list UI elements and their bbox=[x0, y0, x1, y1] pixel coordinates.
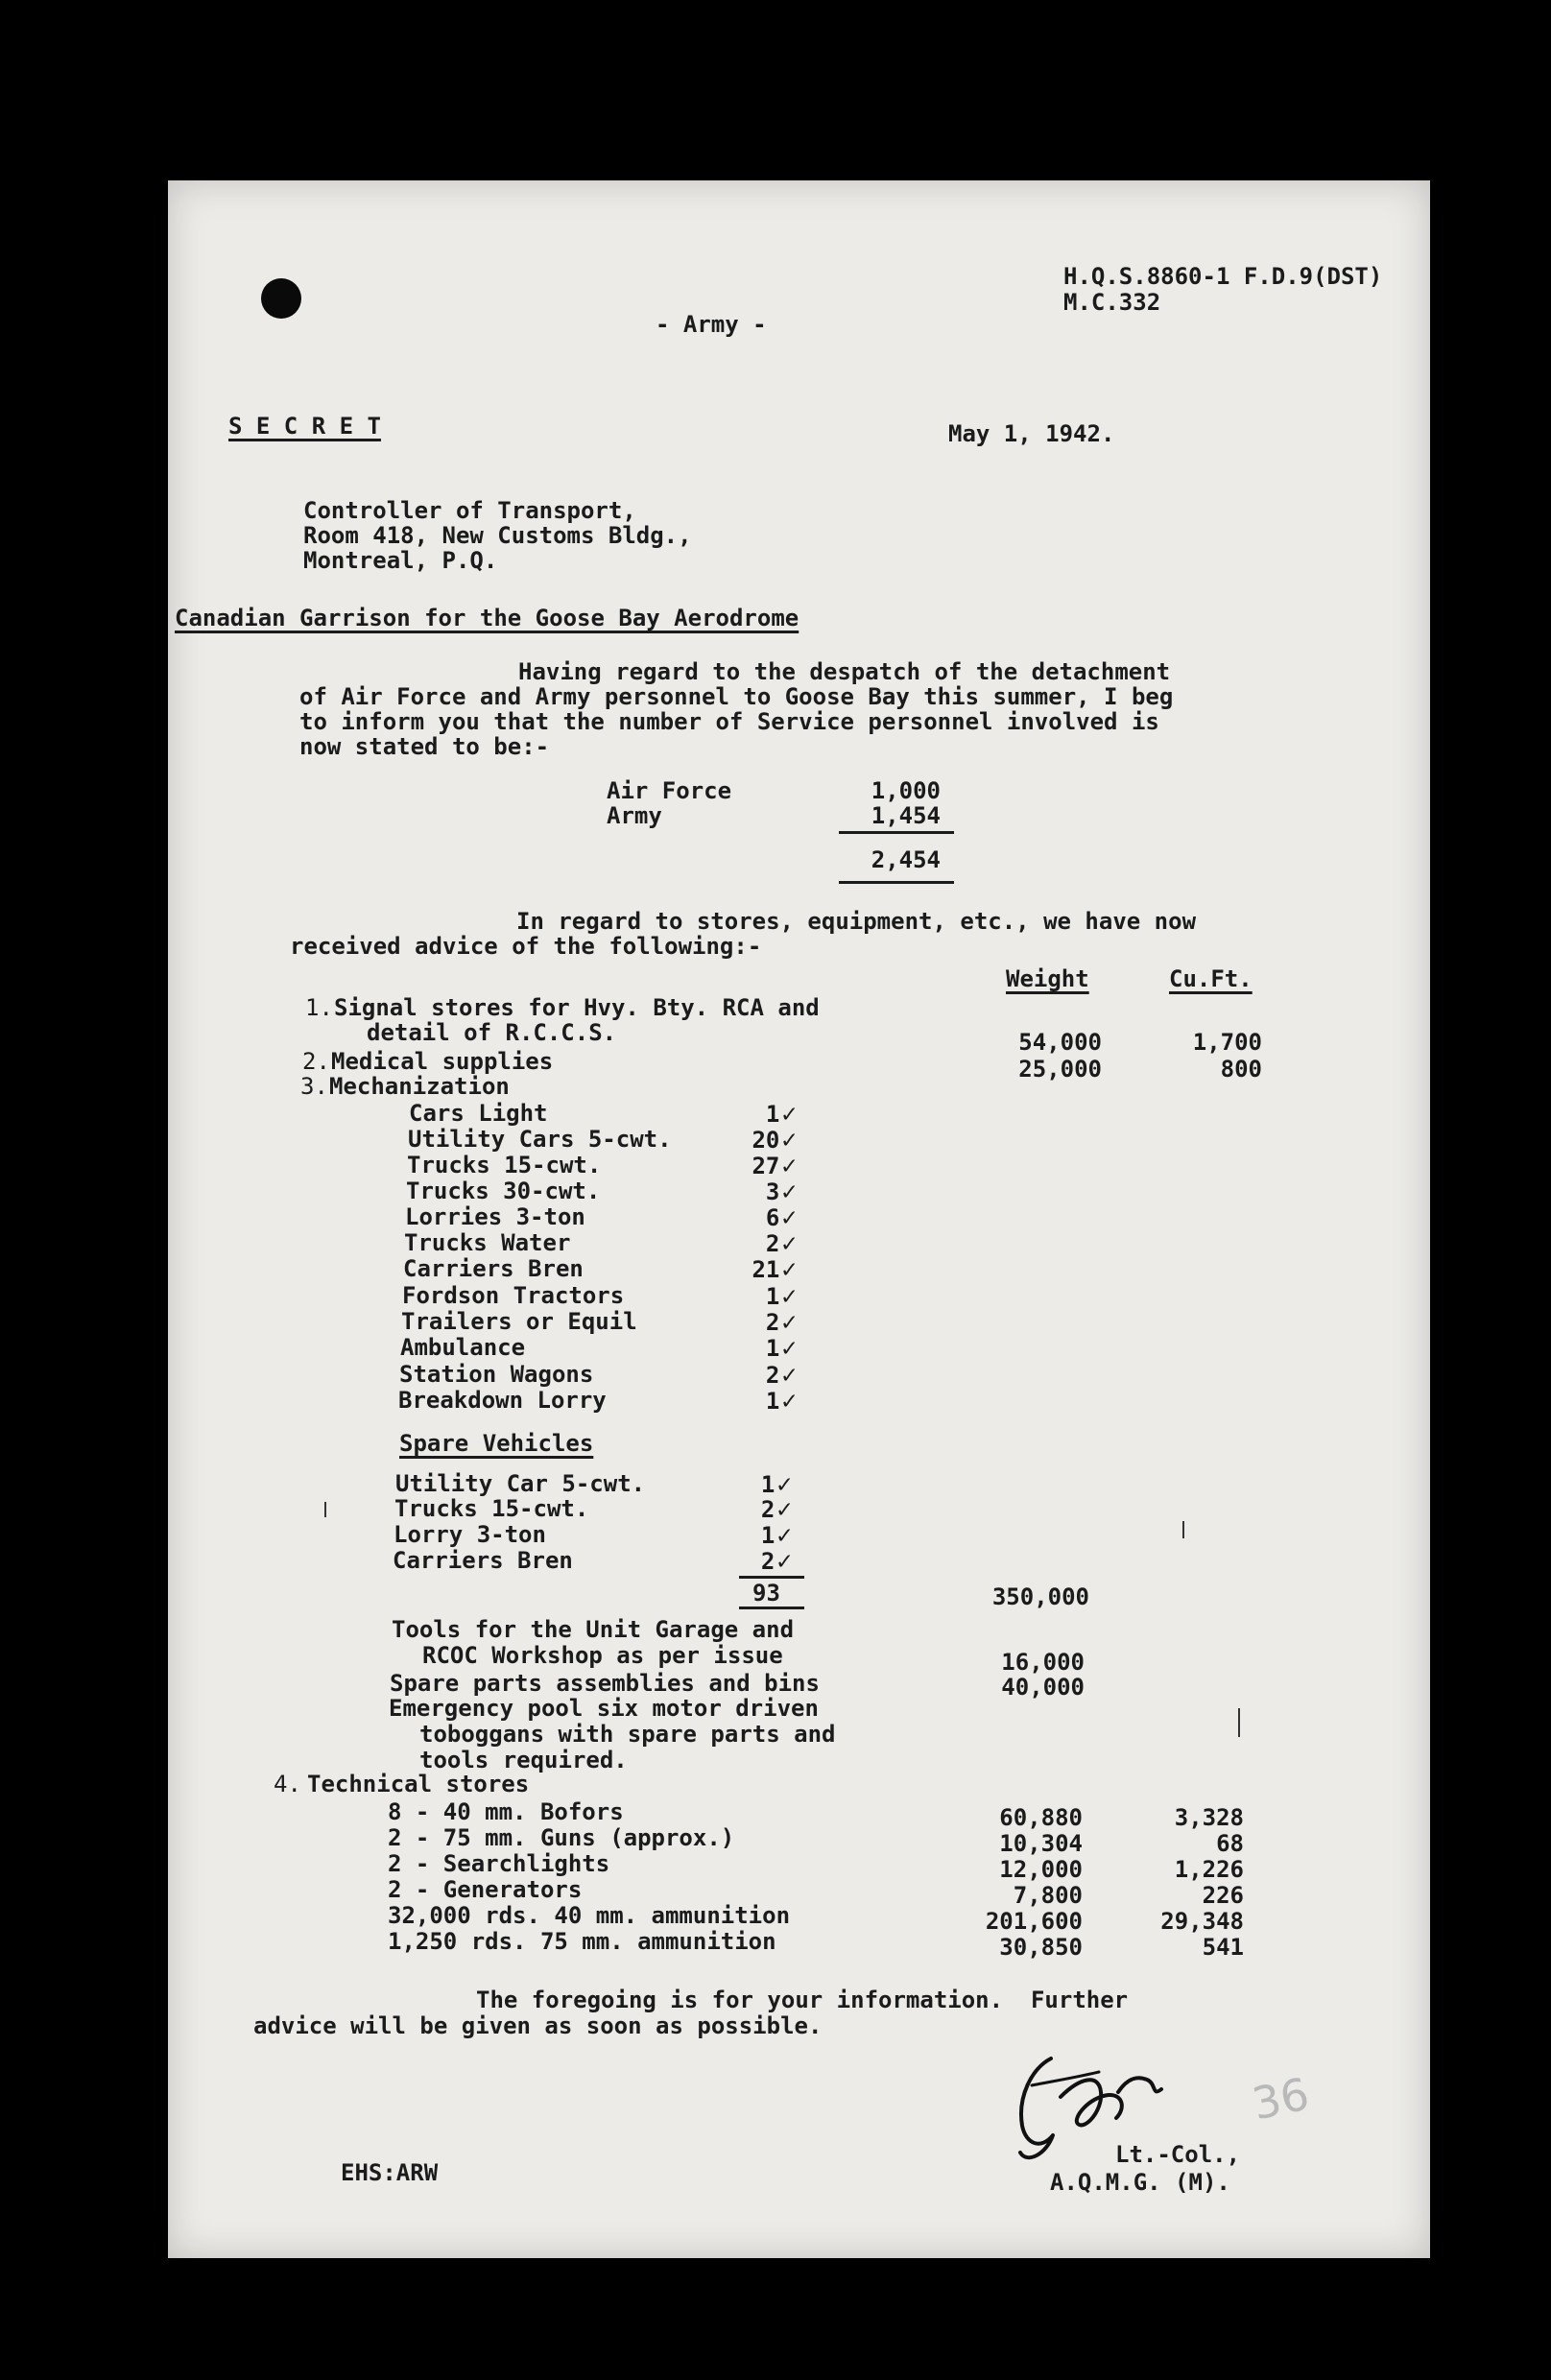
checkmark-icon: ✓ bbox=[781, 1361, 797, 1390]
vehicle-name: Breakdown Lorry bbox=[398, 1387, 607, 1414]
vehicle-qty: 1✓ bbox=[765, 1334, 797, 1363]
item-number: 4. bbox=[274, 1771, 301, 1797]
vehicle-qty: 2✓ bbox=[765, 1361, 797, 1390]
cuft-value: 1,226 bbox=[1174, 1856, 1244, 1883]
item-label: Mechanization bbox=[329, 1073, 510, 1100]
checkmark-icon: ✓ bbox=[776, 1547, 792, 1576]
item-label: Tools for the Unit Garage and bbox=[392, 1616, 795, 1643]
intro-text: now stated to be:- bbox=[299, 733, 550, 760]
vehicle-name: Utility Car 5-cwt. bbox=[395, 1470, 646, 1497]
weight-value: 60,880 bbox=[999, 1804, 1083, 1831]
vehicle-qty: 3✓ bbox=[765, 1178, 797, 1206]
file-reference-2: M.C.332 bbox=[1063, 289, 1161, 316]
stray-mark bbox=[1238, 1708, 1240, 1737]
cuft-value: 29,348 bbox=[1160, 1908, 1244, 1935]
vehicle-qty: 2✓ bbox=[760, 1495, 792, 1524]
item-label: Medical supplies bbox=[331, 1048, 554, 1075]
cuft-value: 226 bbox=[1202, 1882, 1244, 1909]
technical-item: 1,250 rds. 75 mm. ammunition bbox=[388, 1928, 776, 1955]
item-label: Emergency pool six motor driven bbox=[389, 1695, 819, 1722]
vehicle-qty: 2✓ bbox=[765, 1229, 797, 1258]
personnel-label: Army bbox=[607, 802, 662, 829]
intro-text: to inform you that the number of Service personnel involved is bbox=[299, 708, 1159, 735]
stores-intro: received advice of the following:- bbox=[290, 933, 762, 960]
item-number: 1. bbox=[305, 994, 333, 1021]
checkmark-icon: ✓ bbox=[781, 1178, 797, 1206]
file-reference: H.Q.S.8860-1 F.D.9(DST) bbox=[1063, 263, 1383, 290]
intro-text: of Air Force and Army personnel to Goose Bay this summer, I beg bbox=[299, 683, 1174, 710]
item-label: tools required. bbox=[419, 1747, 628, 1773]
column-header-weight: Weight bbox=[1006, 965, 1089, 992]
checkmark-icon: ✓ bbox=[781, 1152, 797, 1180]
vehicles-total: 93 bbox=[752, 1580, 780, 1606]
vehicle-name: Lorry 3-ton bbox=[394, 1521, 546, 1548]
technical-item: 8 - 40 mm. Bofors bbox=[388, 1798, 624, 1825]
section-heading: Technical stores bbox=[307, 1771, 530, 1797]
closing-text: The foregoing is for your information. Further bbox=[476, 1987, 1129, 2013]
technical-item: 2 - Searchlights bbox=[388, 1850, 610, 1877]
vehicle-name: Cars Light bbox=[409, 1100, 548, 1127]
signatory-office: A.Q.M.G. (M). bbox=[1050, 2169, 1230, 2196]
cuft-value: 541 bbox=[1202, 1934, 1244, 1961]
checkmark-icon: ✓ bbox=[781, 1334, 797, 1363]
checkmark-icon: ✓ bbox=[781, 1126, 797, 1154]
intro-text: Having regard to the despatch of the detachment bbox=[518, 658, 1171, 685]
vehicle-name: Ambulance bbox=[400, 1334, 526, 1361]
stores-intro: In regard to stores, equipment, etc., we have now bbox=[516, 908, 1197, 935]
weight-value: 25,000 bbox=[1018, 1056, 1102, 1083]
vehicle-qty: 1✓ bbox=[765, 1387, 797, 1416]
punch-hole bbox=[261, 278, 301, 319]
vehicle-qty: 1✓ bbox=[765, 1282, 797, 1311]
vehicle-qty: 27✓ bbox=[752, 1152, 797, 1180]
item-label: RCOC Workshop as per issue bbox=[422, 1642, 783, 1669]
technical-item: 2 - 75 mm. Guns (approx.) bbox=[388, 1824, 735, 1851]
technical-item: 2 - Generators bbox=[388, 1876, 583, 1903]
reference-initials: EHS:ARW bbox=[341, 2159, 439, 2186]
checkmark-icon: ✓ bbox=[781, 1308, 797, 1337]
branch-label: - Army - bbox=[656, 311, 767, 338]
vehicle-name: Station Wagons bbox=[399, 1361, 594, 1388]
item-label: Spare parts assemblies and bins bbox=[390, 1670, 820, 1697]
personnel-value: 1,454 bbox=[871, 802, 941, 829]
cuft-value: 68 bbox=[1216, 1830, 1244, 1857]
vehicle-qty: 1✓ bbox=[765, 1100, 797, 1129]
checkmark-icon: ✓ bbox=[776, 1521, 792, 1550]
cuft-value: 800 bbox=[1220, 1056, 1262, 1083]
cuft-value: 3,328 bbox=[1174, 1804, 1244, 1831]
item-number: 3. bbox=[300, 1073, 328, 1100]
sum-rule bbox=[739, 1606, 804, 1609]
item-label: Signal stores for Hvy. Bty. RCA and bbox=[334, 994, 820, 1021]
weight-value: 16,000 bbox=[1001, 1649, 1085, 1676]
vehicle-name: Fordson Tractors bbox=[402, 1282, 625, 1309]
column-header-cuft: Cu.Ft. bbox=[1169, 965, 1253, 992]
vehicle-qty: 6✓ bbox=[765, 1203, 797, 1232]
cuft-value: 1,700 bbox=[1192, 1029, 1262, 1056]
spare-vehicles-heading: Spare Vehicles bbox=[399, 1430, 594, 1457]
subject-line: Canadian Garrison for the Goose Bay Aerodrome bbox=[175, 605, 799, 631]
weight-value: 30,850 bbox=[999, 1934, 1083, 1961]
personnel-total: 2,454 bbox=[871, 846, 941, 873]
checkmark-icon: ✓ bbox=[781, 1203, 797, 1232]
page-number-mark: 36 bbox=[1248, 2067, 1314, 2130]
weight-value: 40,000 bbox=[1001, 1674, 1085, 1701]
stray-mark bbox=[1182, 1521, 1184, 1538]
vehicle-qty: 21✓ bbox=[752, 1255, 797, 1284]
vehicle-name: Lorries 3-ton bbox=[405, 1203, 585, 1230]
vehicle-name: Trucks Water bbox=[404, 1229, 571, 1256]
checkmark-icon: ✓ bbox=[781, 1100, 797, 1129]
sum-rule bbox=[739, 1576, 804, 1579]
weight-value: 201,600 bbox=[985, 1908, 1083, 1935]
signatory-rank: Lt.-Col., bbox=[1115, 2141, 1241, 2168]
vehicle-name: Trailers or Equil bbox=[401, 1308, 637, 1335]
checkmark-icon: ✓ bbox=[781, 1282, 797, 1311]
vehicle-qty: 20✓ bbox=[752, 1126, 797, 1154]
weight-value: 350,000 bbox=[991, 1583, 1089, 1610]
checkmark-icon: ✓ bbox=[776, 1495, 792, 1524]
closing-text: advice will be given as soon as possible. bbox=[253, 2012, 823, 2039]
item-label: toboggans with spare parts and bbox=[419, 1721, 836, 1748]
technical-item: 32,000 rds. 40 mm. ammunition bbox=[388, 1902, 791, 1929]
vehicle-qty: 1✓ bbox=[760, 1521, 792, 1550]
weight-value: 10,304 bbox=[999, 1830, 1083, 1857]
personnel-value: 1,000 bbox=[871, 777, 941, 804]
personnel-label: Air Force bbox=[607, 777, 732, 804]
weight-value: 54,000 bbox=[1018, 1029, 1102, 1056]
classification: S E C R E T bbox=[228, 413, 381, 440]
item-number: 2. bbox=[302, 1048, 330, 1075]
checkmark-icon: ✓ bbox=[781, 1255, 797, 1284]
addressee-line: Controller of Transport, bbox=[303, 497, 636, 524]
vehicle-name: Carriers Bren bbox=[393, 1547, 573, 1574]
addressee-line: Montreal, P.Q. bbox=[303, 547, 498, 574]
addressee-line: Room 418, New Customs Bldg., bbox=[303, 522, 692, 549]
vehicle-name: Carriers Bren bbox=[403, 1255, 584, 1282]
sum-rule bbox=[839, 881, 954, 884]
weight-value: 12,000 bbox=[999, 1856, 1083, 1883]
vehicle-qty: 2✓ bbox=[765, 1308, 797, 1337]
stray-mark bbox=[324, 1502, 326, 1517]
weight-value: 7,800 bbox=[1013, 1882, 1083, 1909]
item-label: detail of R.C.C.S. bbox=[367, 1019, 617, 1046]
vehicle-name: Trucks 15-cwt. bbox=[394, 1495, 589, 1522]
checkmark-icon: ✓ bbox=[781, 1229, 797, 1258]
vehicle-qty: 2✓ bbox=[760, 1547, 792, 1576]
checkmark-icon: ✓ bbox=[781, 1387, 797, 1416]
letter-date: May 1, 1942. bbox=[948, 420, 1115, 447]
vehicle-name: Trucks 15-cwt. bbox=[407, 1152, 602, 1178]
vehicle-name: Utility Cars 5-cwt. bbox=[408, 1126, 672, 1153]
checkmark-icon: ✓ bbox=[776, 1470, 792, 1499]
vehicle-name: Trucks 30-cwt. bbox=[406, 1178, 601, 1204]
sum-rule bbox=[839, 831, 954, 834]
vehicle-qty: 1✓ bbox=[760, 1470, 792, 1499]
